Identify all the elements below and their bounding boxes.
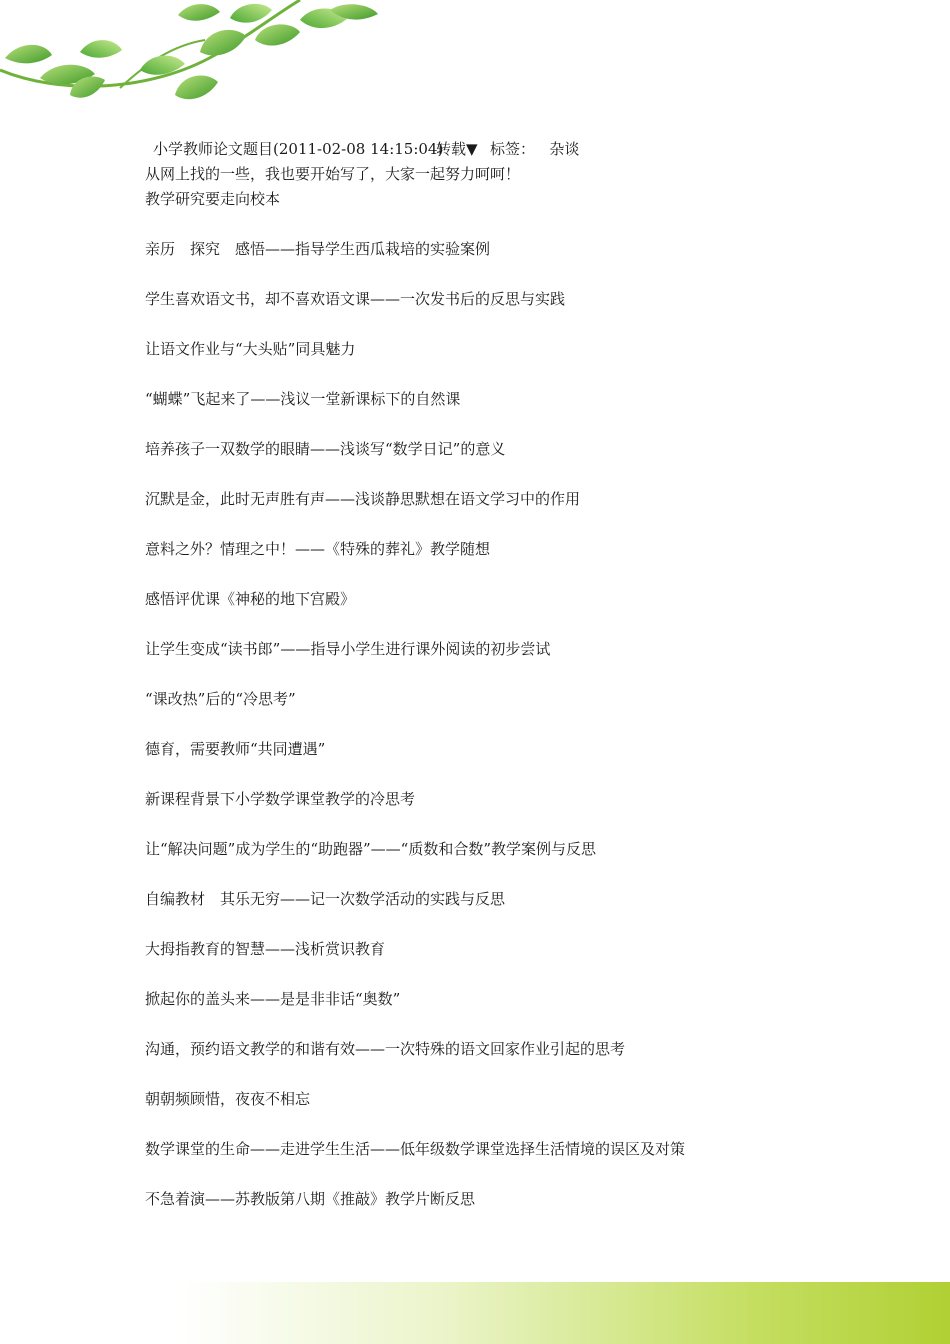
tags-line (490, 137, 579, 162)
list-item: 德育，需要教师“共同遭遇” (145, 740, 326, 758)
list-item: 朝朝频顾惜，夜夜不相忘 (145, 1090, 311, 1108)
share-link[interactable]: 转载▼ (436, 140, 478, 158)
list-item: 掀起你的盖头来——是是非非话“奥数” (145, 990, 401, 1008)
tag-link[interactable]: 杂谈 (549, 140, 580, 158)
topic-list (145, 237, 845, 1212)
first-topic: 教学研究要走向校本 (145, 190, 281, 208)
list-item: 意料之外？情理之中！——《特殊的葬礼》教学随想 (145, 540, 491, 558)
list-item: 让“解决问题”成为学生的“助跑器”——“质数和合数”教学案例与反思 (145, 840, 597, 858)
tags-label: 标签： (490, 140, 536, 158)
footer-gradient-band (180, 1282, 950, 1344)
article-header (145, 137, 845, 162)
list-item: 培养孩子一双数学的眼睛——浅谈写“数学日记”的意义 (145, 440, 506, 458)
list-item: 沟通，预约语文教学的和谐有效——一次特殊的语文回家作业引起的思考 (145, 1040, 626, 1058)
article-title: 小学教师论文题目(2011-02-08 14:15:04) (153, 140, 444, 158)
intro-text: 从网上找的一些，我也要开始写了，大家一起努力呵呵！ (145, 165, 521, 183)
list-item: 自编教材 其乐无穷——记一次数学活动的实践与反思 (145, 890, 506, 908)
list-item: “蝴蝶”飞起来了——浅议一堂新课标下的自然课 (145, 390, 461, 408)
list-item: 大拇指教育的智慧——浅析赏识教育 (145, 940, 386, 958)
document-body (145, 137, 845, 1212)
list-item: 学生喜欢语文书，却不喜欢语文课——一次发书后的反思与实践 (145, 290, 566, 308)
list-item: 让语文作业与“大头贴”同具魅力 (145, 340, 356, 358)
list-item: 数学课堂的生命——走进学生生活——低年级数学课堂选择生活情境的误区及对策 (145, 1140, 686, 1158)
list-item: 新课程背景下小学数学课堂教学的冷思考 (145, 790, 416, 808)
list-item: 沉默是金，此时无声胜有声——浅谈静思默想在语文学习中的作用 (145, 490, 581, 508)
list-item: 感悟评优课《神秘的地下宫殿》 (145, 590, 356, 608)
list-item: “课改热”后的“冷思考” (145, 690, 296, 708)
green-leaf-vine-icon (0, 0, 390, 115)
list-item: 不急着演——苏教版第八期《推敲》教学片断反思 (145, 1190, 476, 1208)
list-item: 亲历 探究 感悟——指导学生西瓜栽培的实验案例 (145, 240, 491, 258)
list-item: 让学生变成“读书郎”——指导小学生进行课外阅读的初步尝试 (145, 640, 551, 658)
